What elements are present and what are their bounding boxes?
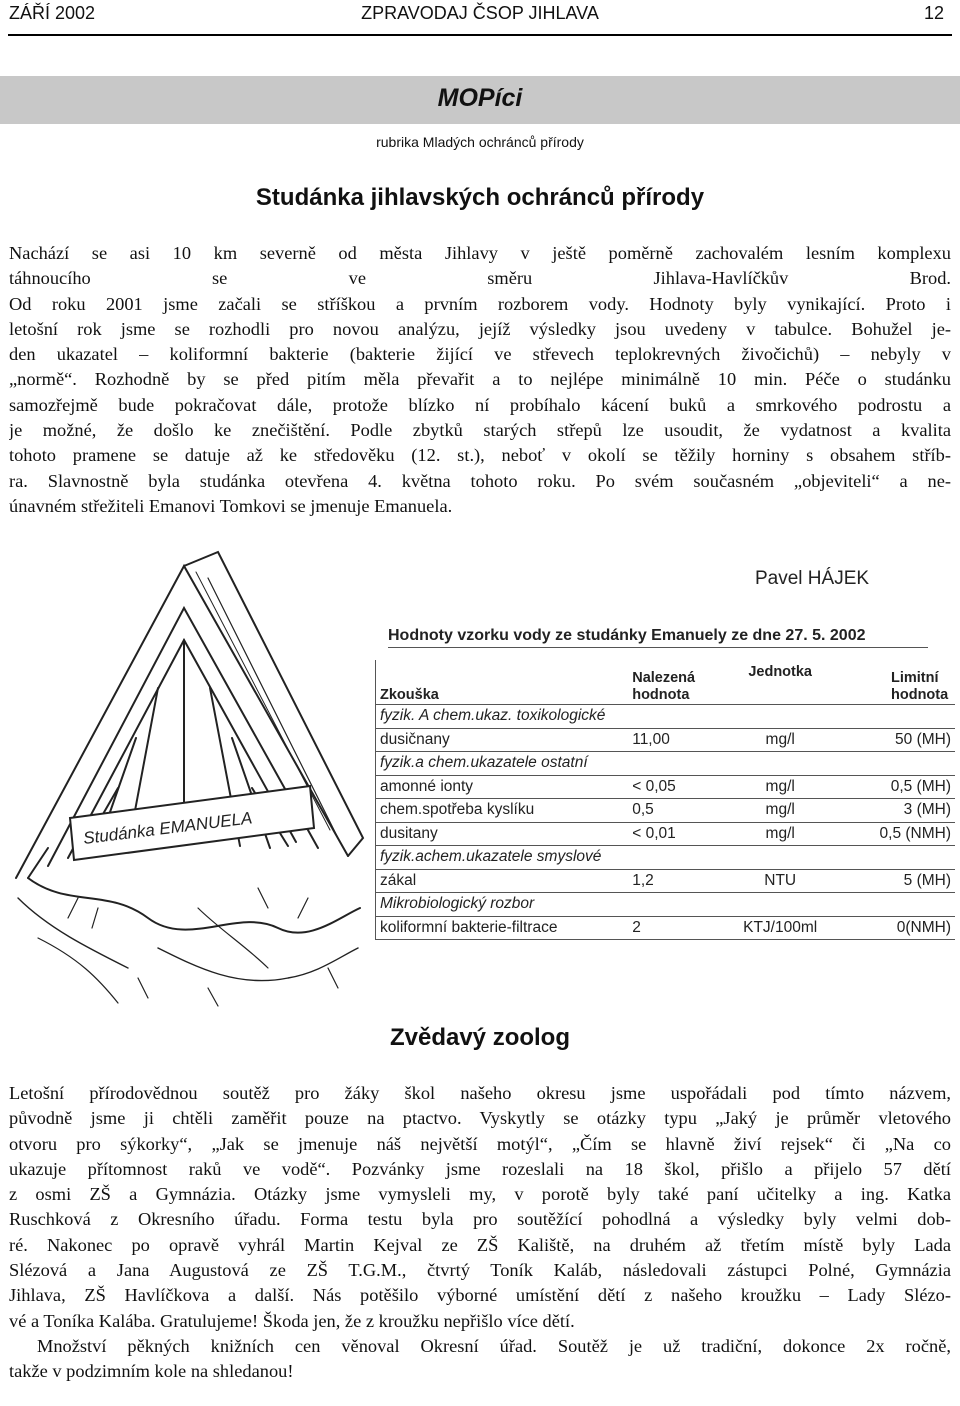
body-line: letošní rok jsme se rozhodli pro novou analýzu, jejíž výsledky jsou uvedeny v tabulce. Bohužel je- <box>9 318 951 339</box>
body-line: původně jsme ji chtěli zaměřit pouze na ptactvo. Vyskytly se otázky typu „Jaký je průměr vletového <box>9 1108 951 1129</box>
cell-unit: KTJ/100ml <box>722 916 839 940</box>
page-header <box>0 0 960 30</box>
header-page-number: 12 <box>923 3 944 23</box>
body-line: Ruschková z Okresního úřadu. Forma testu byla pro soutěžící pohodlná a výsledky byly velmi dob- <box>9 1209 951 1230</box>
body-line: Nachází se asi 10 km severně od města Jihlavy v ještě poměrně zachovalém lesním komplexu <box>9 243 951 263</box>
body-line: Množství pěkných knižních cen věnoval Okresní úřad. Soutěž je už tradiční, dokonce 2x ročně, <box>37 1335 951 1356</box>
table-header-row <box>376 660 956 705</box>
cell-test: dusičnany <box>376 728 629 752</box>
water-analysis-table <box>375 660 955 940</box>
cell-unit: NTU <box>722 869 839 893</box>
table-row <box>376 705 956 729</box>
body-line: z osmi ZŠ a Gymnázia. Otázky jsme vymysleli my, v porotě byly také paní učitelky a ing. Katka <box>9 1184 951 1205</box>
table-row <box>376 799 956 823</box>
section-subtitle: rubrika Mladých ochránců přírody <box>376 134 584 150</box>
body-line: únavném střežiteli Emanovi Tomkovi se jmenuje Emanuela. <box>9 495 453 516</box>
cell-test: zákal <box>376 869 629 893</box>
cell-limit: 0,5 (NMH) <box>838 822 955 846</box>
body-line: otvoru pro sýkorky“, „Jak se jmenuje náš největší motýl“, „Čím se hlavně živí rejsek“ či „Na co <box>9 1133 951 1154</box>
body-line: Letošní přírodovědnou soutěž pro žáky škol našeho okresu jsme uspořádali pod tímto názvem, <box>9 1083 951 1103</box>
body-line: den ukazatel – koliformní bakterie (bakterie žijící ve střevech teplokrevných živočichů) – nebyly v <box>9 344 951 365</box>
article-body <box>9 241 951 519</box>
cell-test: koliformní bakterie-filtrace <box>376 916 629 940</box>
sign-text: Studánka EMANUELA <box>82 808 254 848</box>
figure-author: Pavel HÁJEK <box>755 568 870 589</box>
cell-unit: mg/l <box>722 822 839 846</box>
table-row <box>376 728 956 752</box>
article2-body <box>9 1081 951 1385</box>
cell-limit: 50 (MH) <box>838 728 955 752</box>
table-title: Hodnoty vzorku vody ze studánky Emanuely ze dne 27. 5. 2002 <box>388 625 928 648</box>
cell-found: 11,00 <box>628 728 722 752</box>
table-row <box>376 846 956 870</box>
col-test: Zkouška <box>376 660 629 705</box>
table-row <box>376 775 956 799</box>
cell-found: < 0,01 <box>628 822 722 846</box>
section-title: MOPíci <box>437 84 523 112</box>
row-section: fyzik. A chem.ukaz. toxikologické <box>376 705 629 729</box>
cell-unit: mg/l <box>722 728 839 752</box>
cell-unit: mg/l <box>722 799 839 823</box>
col-found <box>628 660 722 705</box>
cell-found: 0,5 <box>628 799 722 823</box>
body-line: Od roku 2001 jsme začali se stříškou a prvním rozborem vody. Hodnoty byly vynikající. Proto i <box>9 293 951 314</box>
body-line: táhnoucího se ve směru Jihlava-Havlíčkův Brod. <box>9 268 951 289</box>
header-rule <box>8 34 952 36</box>
col-limit-label: Limitní hodnota <box>891 670 949 703</box>
cell-limit: 0,5 (MH) <box>838 775 955 799</box>
body-line: vé a Toníka Kalába. Gratulujeme! Škoda jen, že z kroužku nepřišlo více dětí. <box>9 1310 575 1331</box>
col-limit <box>838 660 955 705</box>
body-line: je možné, že došlo ke znečištění. Podle zbytků starých střepů lze usoudit, že vydatnost a kvalita <box>9 420 951 441</box>
cell-limit: 0(NMH) <box>838 916 955 940</box>
cell-test: chem.spotřeba kyslíku <box>376 799 629 823</box>
body-line: ukazuje přítomnost raků ve vodě“. Pozvánky jsme rozeslali na 18 škol, přišlo a přijelo 57 dětí <box>9 1158 951 1179</box>
cell-test: amonné ionty <box>376 775 629 799</box>
cell-found: < 0,05 <box>628 775 722 799</box>
figure-well-and-table <box>8 548 956 1010</box>
header-publication: ZPRAVODAJ ČSOP JIHLAVA <box>361 3 599 23</box>
body-line: samozřejmě bude pokračovat dále, protože blízko ní probíhalo kácení buků a smrkového podrostu a <box>9 394 951 415</box>
row-section: fyzik.achem.ukazatele smyslové <box>376 846 629 870</box>
table-row <box>376 822 956 846</box>
table-row <box>376 893 956 917</box>
header-date: ZÁŘÍ 2002 <box>9 3 96 23</box>
cell-limit: 5 (MH) <box>838 869 955 893</box>
cell-found: 1,2 <box>628 869 722 893</box>
body-line: tohoto pramene se datuje až ke středověku (12. st.), neboť v okolí se těžily horniny s obsahem stříb- <box>9 445 951 466</box>
body-line: Slézová a Jana Augustová ze ZŠ T.G.M., čtvrtý Toník Kaláb, následovali zástupci Polné, Gymnázia <box>9 1260 951 1281</box>
col-unit: Jednotka <box>722 660 839 705</box>
cell-unit: mg/l <box>722 775 839 799</box>
body-line: „normě“. Rozhodně by se před pitím měla převařit a to nejlépe minimálně 10 min. Péče o studánku <box>9 369 951 390</box>
row-section: Mikrobiologický rozbor <box>376 893 629 917</box>
cell-test: dusitany <box>376 822 629 846</box>
table-row <box>376 752 956 776</box>
body-line: Jihlava, ZŠ Havlíčkova a další. Nás potěšilo výborné umístění dětí z našeho kroužku – Lady Slézo- <box>9 1285 951 1306</box>
cell-limit: 3 (MH) <box>838 799 955 823</box>
cell-found: 2 <box>628 916 722 940</box>
article-title: Studánka jihlavských ochránců přírody <box>255 184 705 211</box>
body-line: takže v podzimním kole na shledanou! <box>9 1361 294 1382</box>
row-section: fyzik.a chem.ukazatele ostatní <box>376 752 629 776</box>
body-line: ré. Nakonec po opravě vyhrál Martin Kejval ze ZŠ Kaliště, na druhém až třetím místě byly Lada <box>9 1234 951 1255</box>
table-row <box>376 869 956 893</box>
well-drawing <box>8 548 368 1008</box>
body-line: ra. Slavnostně byla studánka otevřena 4. května tohoto roku. Po svém současném „objeviteli“ a ne- <box>9 470 951 491</box>
col-found-label: Nalezená hodnota <box>632 670 696 703</box>
table-row <box>376 916 956 940</box>
article2-title: Zvědavý zoolog <box>389 1024 571 1051</box>
